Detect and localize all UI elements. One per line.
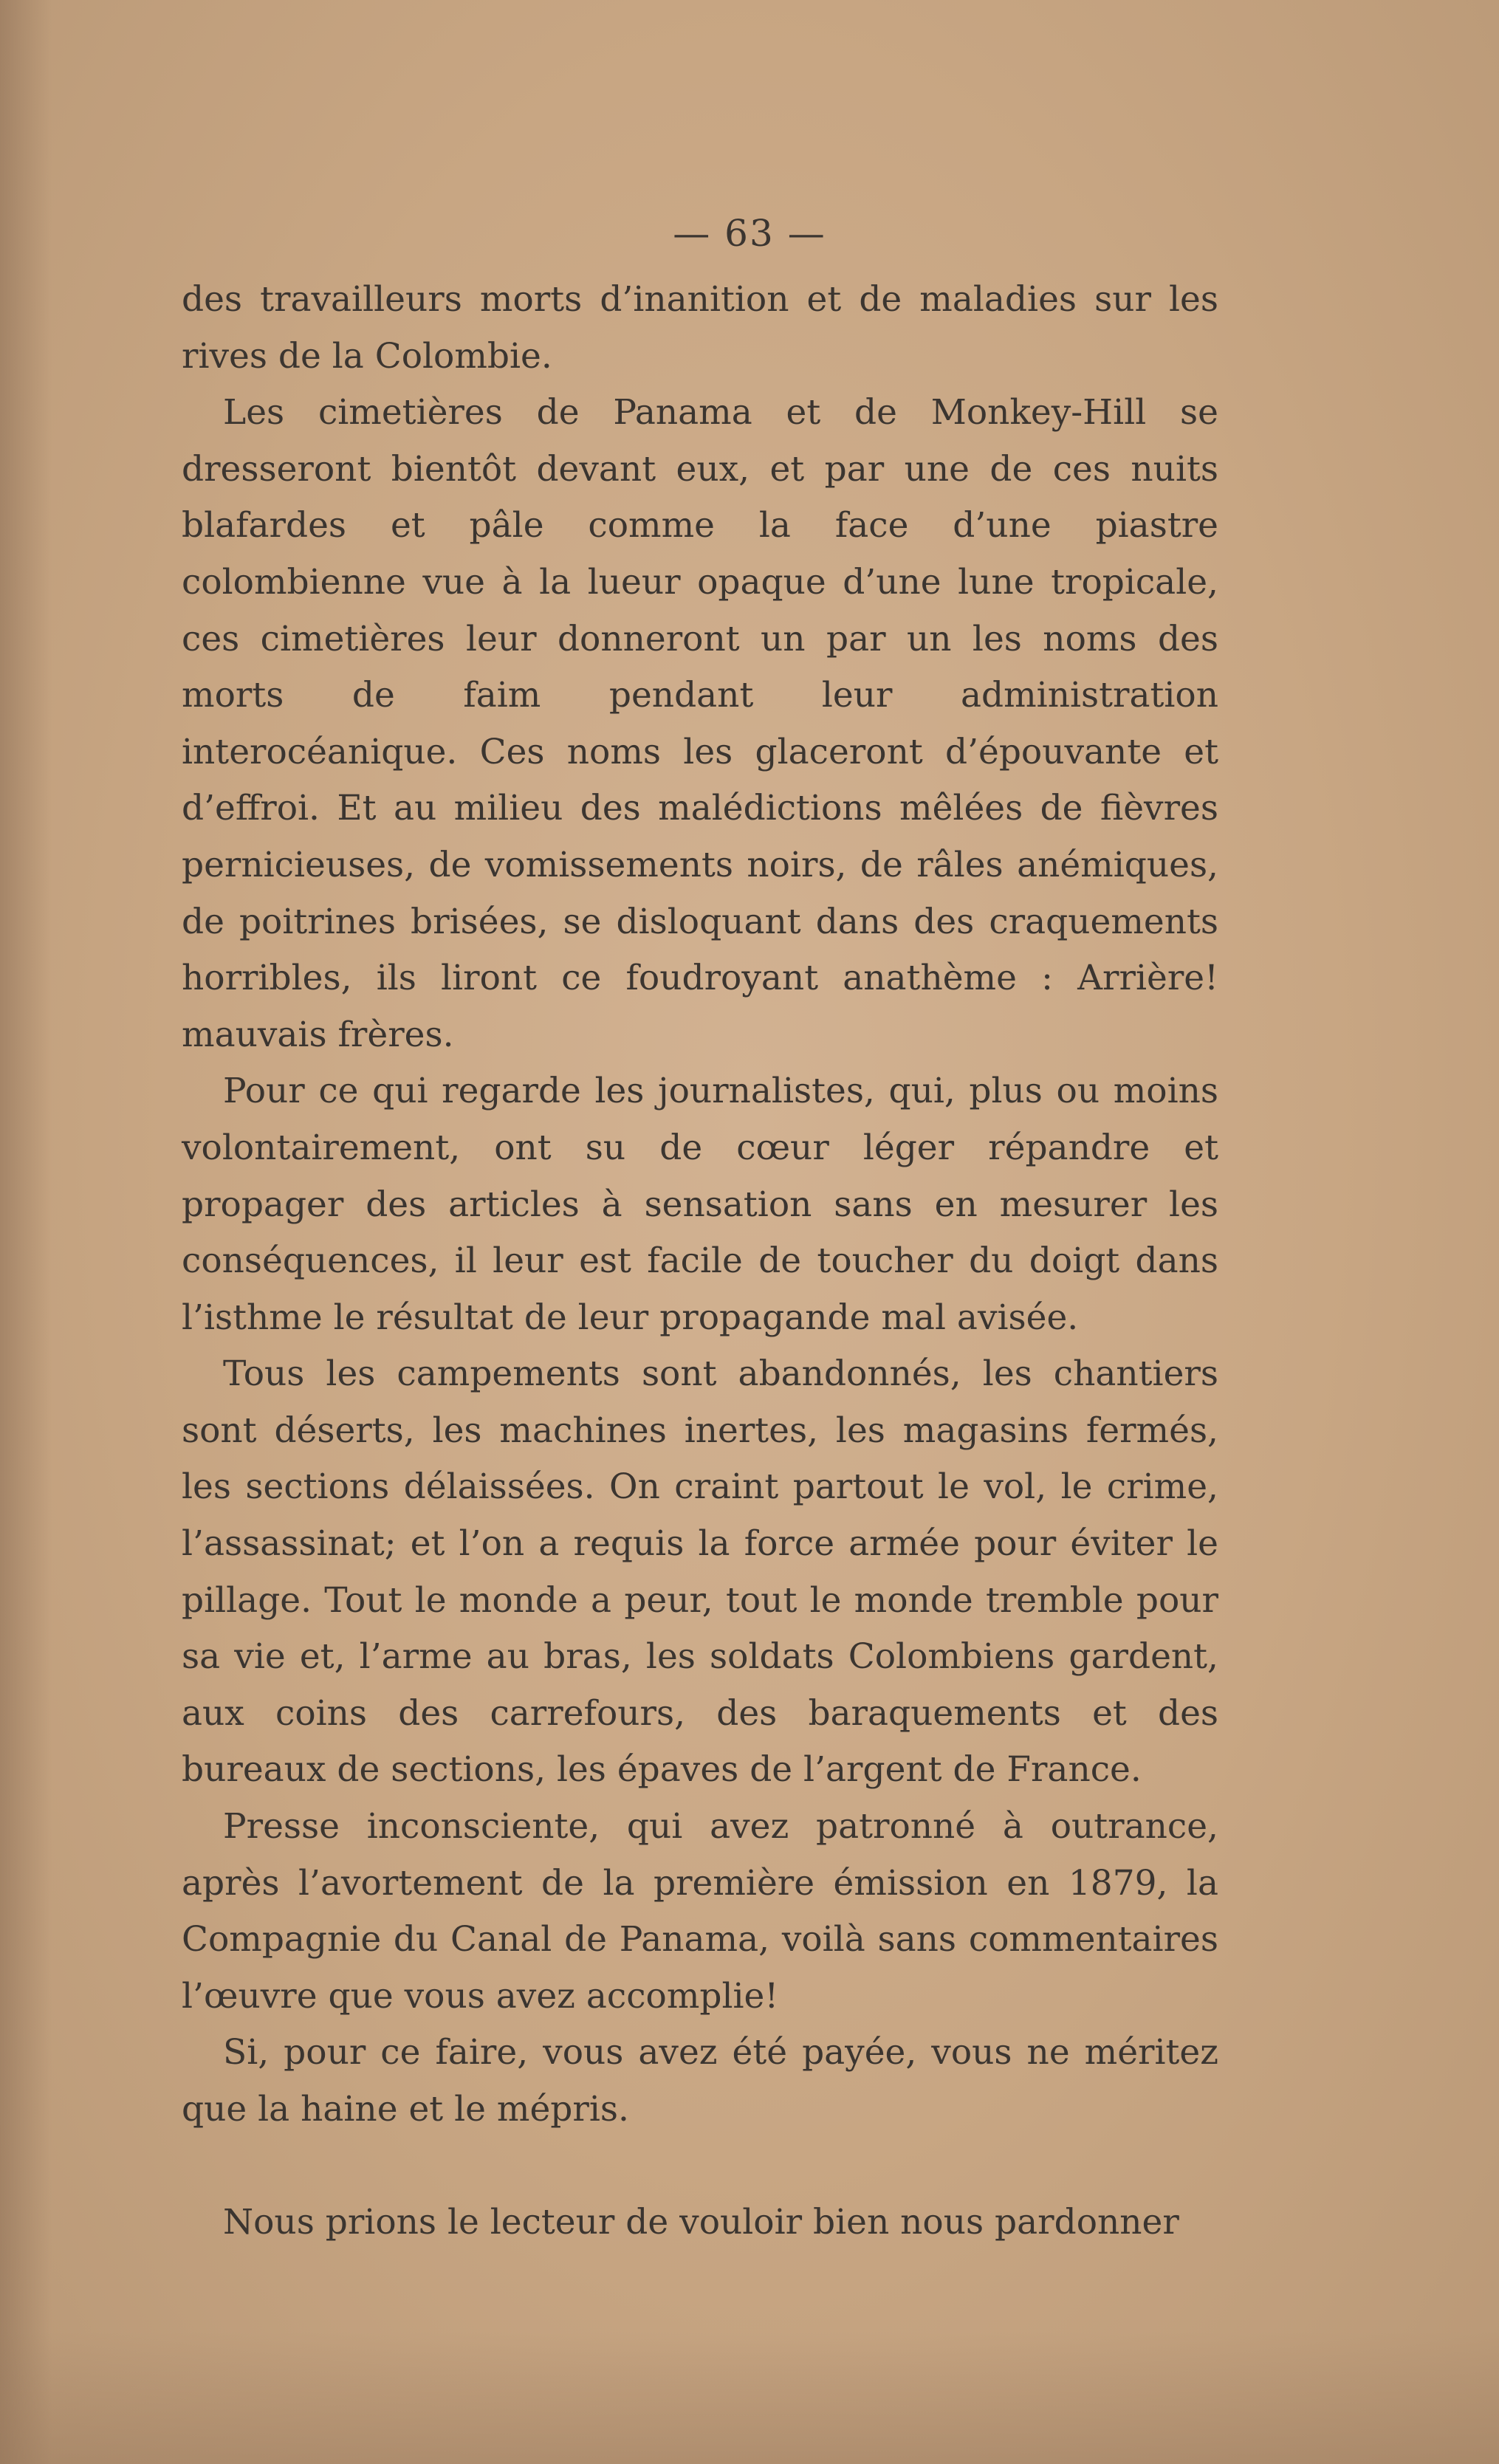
- paragraph-3: Pour ce qui regarde les journalistes, qui, plus ou moins volontairement, ont su de cœur léger répandre et propager des articles à sensation sans en mesurer les conséquences, il leur est facile de toucher du doigt dans l’isthme le résultat de leur propagande mal avisée.: [182, 1071, 1218, 1338]
- paragraph-1: des travailleurs morts d’inanition et de maladies sur les rives de la Colombie.: [182, 279, 1218, 377]
- paragraph-2: Les cimetières de Panama et de Monkey-Hill se dresseront bientôt devant eux, et par une de ces nuits blafardes et pâle comme la face d’une piastre colombienne vue à la lueur opaque d’une lune tropicale, ces cimetières leur donneront un par un les noms des morts de faim pendant leur administration interocéanique. Ces noms les glaceront d’épouvante et d’effroi. Et au milieu des malédictions mêlées de fièvres pernicieuses, de vomissements noirs, de râles anémiques, de poitrines brisées, se disloquant dans des craquements horribles, ils liront ce foudroyant anathème : Arrière! mauvais frères.: [182, 392, 1218, 1055]
- paragraph-7: Nous prions le lecteur de vouloir bien nous pardonner: [223, 2201, 1179, 2242]
- page-shadow-bottom: [0, 2331, 1499, 2464]
- body-text: [182, 272, 1218, 2251]
- page-number: — 63 —: [673, 212, 826, 255]
- paragraph-4: Tous les campements sont abandonnés, les chantiers sont déserts, les machines inertes, les magasins fermés, les sections délaissées. On craint partout le vol, le crime, l’assassinat; et l’on a requis la force armée pour éviter le pillage. Tout le monde a peur, tout le monde tremble pour sa vie et, l’arme au bras, les soldats Colombiens gardent, aux coins des carrefours, des baraquements et des bureaux de sections, les épaves de l’argent de France.: [182, 1353, 1218, 1791]
- section-gap: [182, 2138, 1218, 2194]
- paragraph-5: Presse inconsciente, qui avez patronné à outrance, après l’avortement de la première émission en 1879, la Compagnie du Canal de Panama, voilà sans commentaires l’œuvre que vous avez accomplie!: [182, 1806, 1218, 2017]
- page-shadow-left: [0, 0, 52, 2464]
- paragraph-6: Si, pour ce faire, vous avez été payée, vous ne méritez que la haine et le mépris.: [182, 2032, 1218, 2130]
